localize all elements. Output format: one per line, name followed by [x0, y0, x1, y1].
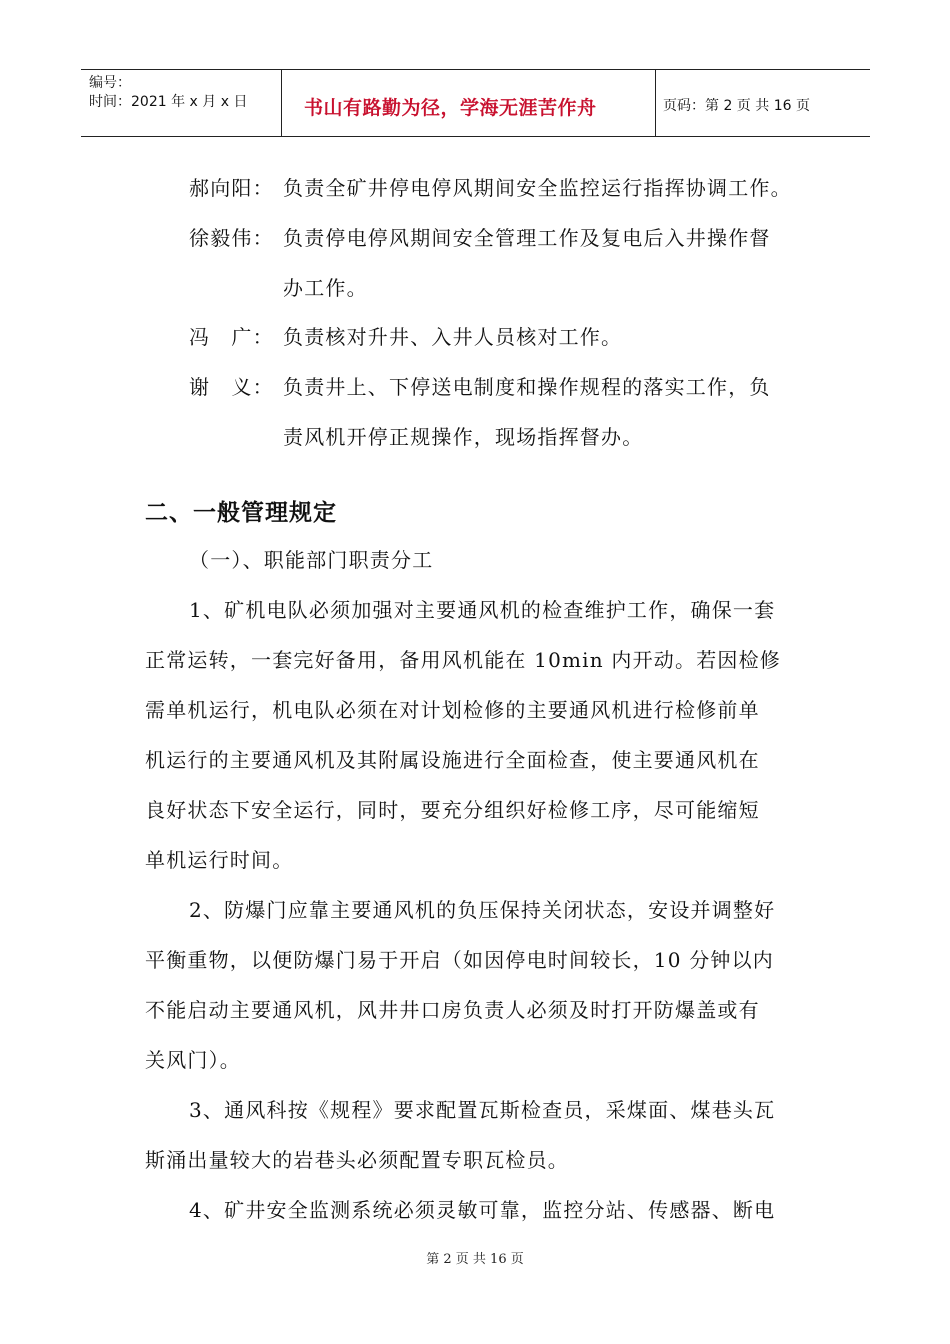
header-page-info: 页码：第 2 页 共 16 页 [663, 98, 810, 114]
header-motto: 书山有路勤为径，学海无涯苦作舟 [304, 97, 597, 119]
section-heading: 二、一般管理规定 [145, 500, 337, 526]
paragraph-line: 关风门）。 [145, 1048, 241, 1072]
paragraph-line: 2、防爆门应靠主要通风机的负压保持关闭状态，安设并调整好 [189, 898, 776, 922]
paragraph-line: 需单机运行，机电队必须在对计划检修的主要通风机进行检修前单 [145, 698, 760, 722]
paragraph-line: 4、矿井安全监测系统必须灵敏可靠，监控分站、传感器、断电 [189, 1198, 776, 1222]
paragraph-line: 机运行的主要通风机及其附属设施进行全面检查，使主要通风机在 [145, 748, 760, 772]
paragraph-line: 正常运转，一套完好备用，备用风机能在 10min 内开动。若因检修 [145, 648, 782, 672]
role-name: 谢 义： [189, 375, 274, 399]
header-page-cell [655, 70, 870, 136]
role-duty-line: 负责井上、下停送电制度和操作规程的落实工作，负 [283, 375, 771, 399]
paragraph-line: 1、矿机电队必须加强对主要通风机的检查维护工作，确保一套 [189, 598, 776, 622]
role-duty-line: 办工作。 [283, 276, 368, 300]
paragraph-line: 单机运行时间。 [145, 848, 294, 872]
section-subheading: （一）、职能部门职责分工 [189, 548, 434, 572]
role-duty-line: 负责核对升井、入井人员核对工作。 [283, 325, 623, 349]
document-date-label: 时间：2021 年 x 月 x 日 [89, 94, 248, 110]
header-meta-cell [81, 70, 281, 136]
page-footer: 第 2 页 共 16 页 [426, 1252, 524, 1267]
role-duty-line: 负责全矿井停电停风期间安全监控运行指挥协调工作。 [283, 176, 792, 200]
document-number-label: 编号： [89, 75, 131, 91]
role-duty-line: 责风机开停正规操作，现场指挥督办。 [283, 425, 644, 449]
paragraph-line: 良好状态下安全运行，同时，要充分组织好检修工序，尽可能缩短 [145, 798, 760, 822]
header-motto-cell [281, 70, 656, 136]
paragraph-line: 不能启动主要通风机，风井井口房负责人必须及时打开防爆盖或有 [145, 998, 760, 1022]
page-header [81, 69, 870, 137]
role-name: 徐毅伟： [189, 226, 274, 250]
role-name: 冯 广： [189, 325, 274, 349]
role-duty-line: 负责停电停风期间安全管理工作及复电后入井操作督 [283, 226, 771, 250]
paragraph-line: 3、通风科按《规程》要求配置瓦斯检查员，采煤面、煤巷头瓦 [189, 1098, 776, 1122]
paragraph-line: 平衡重物，以便防爆门易于开启（如因停电时间较长，10 分钟以内 [145, 948, 775, 972]
role-name: 郝向阳： [189, 176, 274, 200]
paragraph-line: 斯涌出量较大的岩巷头必须配置专职瓦检员。 [145, 1148, 569, 1172]
